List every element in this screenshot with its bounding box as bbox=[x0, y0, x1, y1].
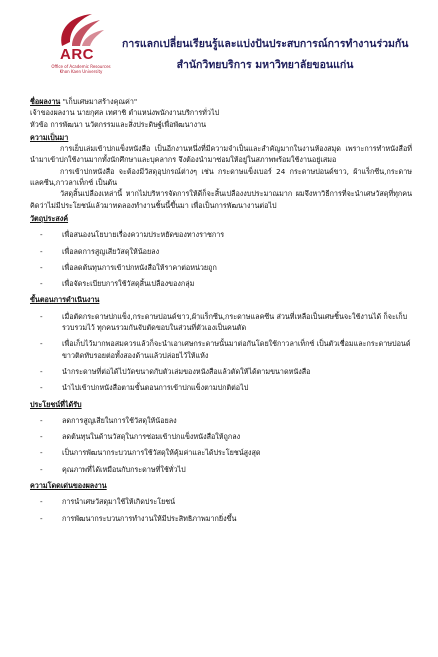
work-title-label: ชื่อผลงาน bbox=[30, 97, 61, 106]
list-item: - การพัฒนากระบวนการทำงานให้มีประสิทธิภาพมากยิ่งขึ้น bbox=[40, 513, 237, 523]
background-heading: ความเป็นมา bbox=[30, 132, 69, 142]
owner-line bbox=[30, 107, 412, 118]
list-item: - เพื่อลดการสูญเสียวัสดุให้น้อยลง bbox=[40, 246, 160, 256]
header-title-block bbox=[122, 35, 408, 73]
list-item: - นำกระดาษที่ต่อได้ไปวัดขนาดกับตัวเล่มของหนังสือแล้วตัดให้ได้ตามขนาดหนังสือ bbox=[40, 366, 311, 376]
list-item: - ลดต้นทุนในด้านวัสดุในการซ่อมเข้าปกแข็งหนังสือให้ถูกลง bbox=[40, 432, 241, 442]
owner-value: นายกุศล เทศาชิ ตำแหน่งพนักงานบริการทั่วไป bbox=[76, 108, 220, 118]
background-paragraph-3: วัสดุสิ้นเปลืองเหล่านี้ หากไม่บริหารจัดการให้ดีก็จะสิ้นเปลืองงบประมาณมาก ผมจึงหาวิธีการที่จะนำเศษวัสดุที่ทุกคนคิดว่าไม่มีประโยชน์แล้วมาทดลองทำงานชิ้นนี้ขึ้นมา เพื่อเป็นการพัฒนางานต่อไป bbox=[30, 189, 412, 210]
objectives-list bbox=[30, 229, 412, 289]
header-title-line1: การแลกเปลี่ยนเรียนรู้และแบ่งปันประสบการณ์การทำงานร่วมกัน bbox=[122, 38, 409, 50]
list-item: - คุณภาพที่ได้เหมือนกับกระดาษที่ใช้ทั่วไป bbox=[40, 464, 186, 474]
logo-subtext: Office of Academic Resources Khon Kaen University bbox=[51, 64, 111, 74]
list-item: - เพื่อสนองนโยบายเรื่องความประหยัดของทางราชการ bbox=[40, 230, 225, 240]
list-item: - นำไปเข้าปกหนังสือตามขั้นตอนการเข้าปกแข็งตามปกติต่อไป bbox=[40, 383, 249, 393]
benefits-list bbox=[30, 415, 412, 475]
list-item: - การนำเศษวัสดุมาใช้ให้เกิดประโยชน์ bbox=[40, 497, 176, 507]
objectives-heading: วัตถุประสงค์ bbox=[30, 213, 69, 223]
highlights-list bbox=[30, 496, 412, 524]
list-item: - เพื่อลดต้นทุนการเข้าปกหนังสือให้ราคาต่อหน่วยถูก bbox=[40, 262, 217, 272]
arc-logo bbox=[48, 12, 111, 74]
work-title-value: "เก็บเศษมาสร้างคุณค่า" bbox=[62, 97, 138, 106]
topic-label: หัวข้อ bbox=[30, 119, 49, 129]
steps-list bbox=[30, 311, 412, 394]
work-title-line bbox=[30, 96, 412, 107]
list-item: - เมื่อตัดกระดาษปกแข็ง,กระดาษปอนด์ขาว,ผ้าแร็กซีน,กระดาษแลคซีน ส่วนที่เหลือเป็นเศษชิ้นจะใช้งานได้ ก็จะเก็บรวบรวมไว้ ทุกคนรวมกันจับตัดขอบในส่วนที่ตัวเองเป็นคนตัด bbox=[40, 311, 408, 333]
background-paragraph-2: การเข้าปกหนังสือ จะต้องมีวัสดุอุปกรณ์ต่างๆ เช่น กระดาษแข็งเบอร์ 24 กระดาษปอนด์ขาว, ผ้าแร็กซีน,กระดาษแลคซีน,กาวลาเท็กซ์ เป็นต้น bbox=[30, 166, 412, 188]
document-header bbox=[30, 0, 412, 80]
list-item: - เป็นการพัฒนากระบวนการใช้วัสดุให้คุ้มค่าและได้ประโยชน์สูงสุด bbox=[40, 448, 261, 458]
steps-heading: ขั้นตอนการดำเนินงาน bbox=[30, 295, 100, 305]
topic-line bbox=[30, 119, 412, 130]
list-item: - เพื่อเก็บไว้มากพอสมควรแล้วก็จะนำเอาเศษกระดาษนั้นมาต่อกันโดยใช้กาวลาเท็กซ์ เป็นตัวเชื่อมและกระดาษปอนด์ขาวติดทับรอยต่อทั้งสองด้านแล้วปล่อยไว้ให้แห้ง bbox=[40, 339, 411, 360]
logo-text: ARC bbox=[60, 46, 94, 63]
header-title-line2: สำนักวิทยบริการ มหาวิทยาลัยขอนแก่น bbox=[176, 59, 354, 71]
background-paragraph-1: การเย็บเล่มเข้าปกแข็งหนังสือ เป็นอีกงานหนึ่งที่มีความจำเป็นและสำคัญมากในงานห้องสมุด เพราะการทำหนังสือที่นำมาเข้าปกใช้งานมากทั้งนักศึกษาและบุคลากร จึงต้องนำมาซ่อมให้อยู่ในสภาพพร้อมใช้งานอยู่เสมอ bbox=[30, 144, 412, 165]
list-item: - เพื่อจัดระเบียบการใช้วัสดุสิ้นเปลืองของกลุ่ม bbox=[40, 279, 195, 289]
list-item: - ลดการสูญเสียในการใช้วัสดุให้น้อยลง bbox=[40, 415, 177, 425]
benefits-heading: ประโยชน์ที่ได้รับ bbox=[30, 399, 82, 409]
document-body bbox=[30, 96, 412, 529]
highlights-heading: ความโดดเด่นของผลงาน bbox=[30, 481, 107, 491]
topic-value: การพัฒนา นวัตกรรมและสิ่งประดิษฐ์เพื่อพัฒนางาน bbox=[50, 119, 207, 129]
owner-label: เจ้าของผลงาน bbox=[30, 108, 75, 118]
